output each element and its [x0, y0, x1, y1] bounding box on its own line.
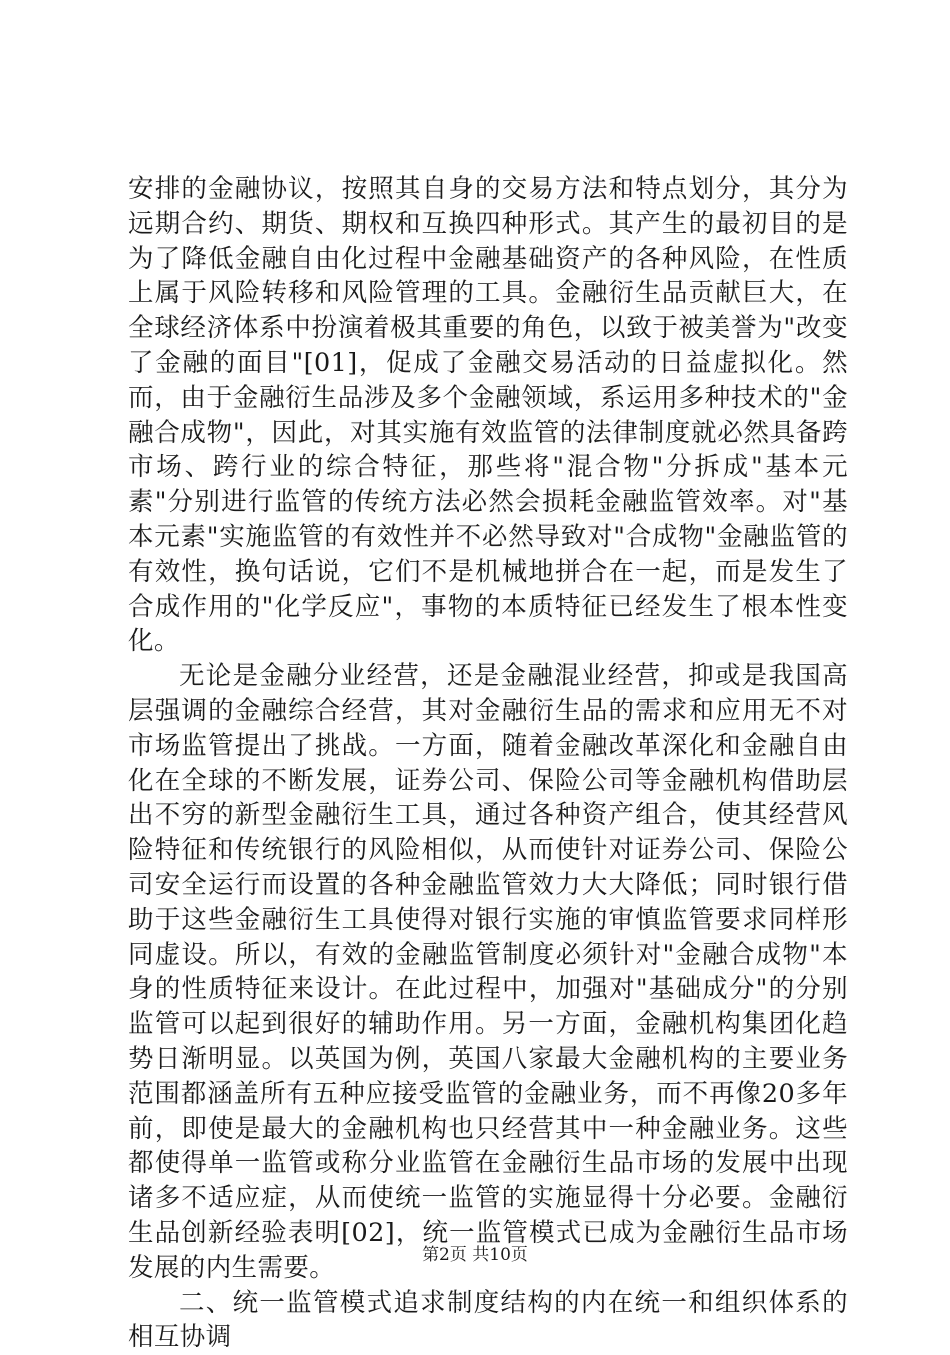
paragraph-2: 无论是金融分业经营，还是金融混业经营，抑或是我国高层强调的金融综合经营，其对金融衍生品的需求和应用无不对市场监管提出了挑战。一方面，随着金融改革深化和金融自由化在全球的不断发展，证券公司、保险公司等金融机构借助层出不穷的新型金融衍生工具，通过各种资产组合，使其经营风险特征和传统银行的风险相似，从而使针对证券公司、保险公司安全运行而设置的各种金融监管效力大大降低；同时银行借助于这些金融衍生工具使得对银行实施的审慎监管要求同样形同虚设。所以，有效的金融监管制度必须针对"金融合成物"本身的性质特征来设计。在此过程中，加强对"基础成分"的分别监管可以起到很好的辅助作用。另一方面，金融机构集团化趋势日渐明显。以英国为例，英国八家最大金融机构的主要业务范围都涵盖所有五种应接受监管的金融业务，而不再像20多年前，即使是最大的金融机构也只经营其中一种金融业务。这些都使得单一监管或称分业监管在金融衍生品市场的发展中出现诸多不适应症，从而使统一监管的实施显得十分必要。金融衍生品创新经验表明[02]，统一监管模式已成为金融衍生品市场发展的内生需要。: [128, 659, 848, 1285]
paragraph-1: 安排的金融协议，按照其自身的交易方法和特点划分，其分为远期合约、期货、期权和互换四种形式。其产生的最初目的是为了降低金融自由化过程中金融基础资产的各种风险，在性质上属于风险转移和风险管理的工具。金融衍生品贡献巨大，在全球经济体系中扮演着极其重要的角色，以致于被美誉为"改变了金融的面目"[01]，促成了金融交易活动的日益虚拟化。然而，由于金融衍生品涉及多个金融领域，系运用多种技术的"金融合成物"，因此，对其实施有效监管的法律制度就必然具备跨市场、跨行业的综合特征，那些将"混合物"分拆成"基本元素"分别进行监管的传统方法必然会损耗金融监管效率。对"基本元素"实施监管的有效性并不必然导致对"合成物"金融监管的有效性，换句话说，它们不是机械地拼合在一起，而是发生了合成作用的"化学反应"，事物的本质特征已经发生了根本性变化。: [128, 172, 848, 659]
document-body: [128, 172, 848, 1355]
page-number-footer: 第2页 共10页: [0, 1244, 950, 1266]
section-heading: 二、统一监管模式追求制度结构的内在统一和组织体系的相互协调: [128, 1286, 848, 1355]
